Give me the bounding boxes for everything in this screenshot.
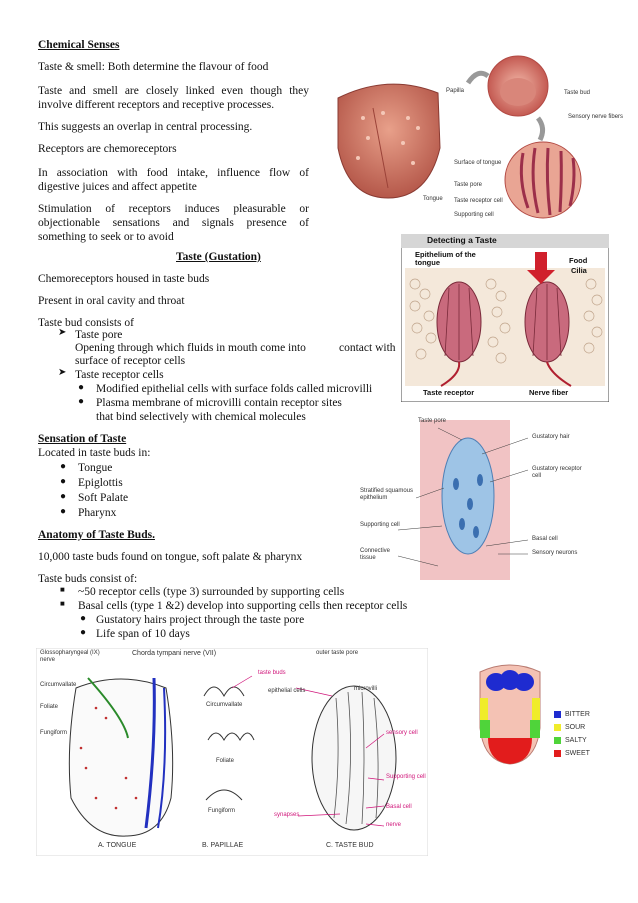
tongue-label: Tongue	[423, 196, 443, 202]
chemical-senses-heading: Chemical Senses	[38, 39, 120, 51]
legend-sour: SOUR	[565, 724, 586, 731]
legend-salty: SALTY	[565, 737, 587, 744]
dot-bullet-icon: ●	[60, 491, 67, 502]
taste-receptor-title: Taste receptor cells	[75, 369, 164, 381]
receptor-item1: Modified epithelial cells with surface folds called microvilli	[96, 383, 373, 395]
side-foliate-label: Foliate	[40, 704, 59, 710]
intro-p1: Taste & smell: Both determine the flavour of food	[38, 61, 269, 73]
taste-bud-figure	[358, 414, 598, 584]
synapses-label: synapses	[274, 812, 300, 818]
glossopharyngeal-label: Glossopharyngeal (IX) nerve	[40, 650, 100, 663]
gustatory-hair-label: Gustatory hair	[532, 434, 570, 440]
microvilli-label: microvilli	[354, 686, 377, 692]
caption-papillae: B. PAPILLAE	[202, 842, 244, 849]
side-fungiform-label: Fungiform	[40, 730, 68, 736]
intro-p5b: digestive juices and affect appetite	[38, 181, 197, 193]
detecting-taste-figure	[401, 234, 609, 402]
tongue-figure	[328, 48, 624, 230]
outer-taste-pore-label: outer taste pore	[316, 650, 359, 656]
sensation-item: Epiglottis	[78, 477, 123, 489]
dot-bullet-icon: ●	[80, 627, 87, 638]
taste-bud-label: Taste bud	[564, 90, 591, 96]
sensory-nerve-fibers-label: Sensory nerve fibers	[568, 114, 624, 120]
intro-p4: Receptors are chemoreceptors	[38, 143, 177, 155]
gustatory-receptor-cell-label: Gustatory receptor cell	[532, 466, 582, 479]
square-bullet-icon: ■	[60, 585, 65, 594]
food-label: Food	[569, 256, 588, 265]
anatomy-figure	[36, 648, 428, 856]
anatomy-sq1: ~50 receptor cells (type 3) surrounded by supporting cells	[78, 586, 345, 598]
taste-buds-anatomy-label: taste buds	[258, 670, 286, 676]
taste-pore-label: Taste pore	[454, 182, 483, 188]
arrow-bullet-icon: ➤	[58, 327, 67, 338]
dot-bullet-icon: ●	[80, 613, 87, 624]
square-bullet-icon: ■	[60, 599, 65, 608]
connective-tissue-label: Connective tissue	[360, 548, 391, 561]
sensory-neurons-label: Sensory neurons	[532, 550, 578, 556]
sensation-intro: Located in taste buds in:	[38, 447, 151, 459]
epithelium-label: Epithelium of the tongue	[415, 250, 476, 267]
anatomy-supporting-cell-label: Supporting cell	[386, 774, 426, 780]
side-circumvallate-label: Circumvallate	[40, 682, 77, 688]
anatomy-illustration	[36, 648, 428, 856]
papillae-fungiform-label: Fungiform	[208, 808, 236, 814]
anatomy-sq2: Basal cells (type 1 &2) develop into supporting cells then receptor cells	[78, 600, 408, 612]
dot-bullet-icon: ●	[78, 382, 85, 393]
gustation-heading: Taste (Gustation)	[176, 251, 261, 263]
anatomy-line1: 10,000 taste buds found on tongue, soft palate & pharynx	[38, 551, 303, 563]
taste-receptor-fig-label: Taste receptor	[423, 388, 475, 397]
bud-supporting-cell-label: Supporting cell	[360, 522, 400, 528]
intro-p3: This suggests an overlap in central processing.	[38, 121, 253, 133]
anatomy-basal-cell-label: Basal cell	[386, 804, 412, 810]
bud-taste-pore-label: Taste pore	[418, 418, 447, 424]
dot-bullet-icon: ●	[60, 506, 67, 517]
sensation-heading: Sensation of Taste	[38, 433, 127, 445]
intro-p2b: involve different receptors and receptive processes.	[38, 99, 275, 111]
receptor-item2: Plasma membrane of microvilli contain receptor sites	[96, 397, 342, 409]
anatomy-d2: Life span of 10 days	[96, 628, 190, 640]
gustation-line3: Taste bud consists of	[38, 317, 134, 329]
cilia-label: Cilia	[571, 266, 587, 275]
receptor-item2b: that bind selectively with chemical molecules	[96, 411, 306, 423]
papillae-circumvallate-label: Circumvallate	[206, 702, 243, 708]
papilla-label: Papilla	[446, 88, 465, 94]
nerve-label: nerve	[386, 822, 402, 828]
detecting-taste-title: Detecting a Taste	[427, 235, 497, 245]
intro-p5a: In association with food intake, influence flow of	[38, 167, 309, 179]
anatomy-d1: Gustatory hairs project through the taste pore	[96, 614, 305, 626]
gustation-line1: Chemoreceptors housed in taste buds	[38, 273, 210, 285]
taste-pore-desc-b: contact with	[339, 342, 396, 354]
stratified-epithelium-label: Stratified squamous epithelium	[360, 488, 414, 501]
intro-p6b: objectionable sensations and signals presence of	[38, 217, 309, 229]
dot-bullet-icon: ●	[60, 476, 67, 487]
legend-bitter: BITTER	[565, 711, 590, 718]
anatomy-consist: Taste buds consist of:	[38, 573, 138, 585]
nerve-fiber-label: Nerve fiber	[529, 388, 569, 397]
legend-sweet: SWEET	[565, 750, 590, 757]
chorda-tympani-label: Chorda tympani nerve (VII)	[132, 650, 217, 657]
caption-tongue: A. TONGUE	[98, 842, 137, 849]
papillae-foliate-label: Foliate	[216, 758, 235, 764]
taste-pore-desc-c: surface of receptor cells	[75, 355, 186, 367]
sensation-item: Pharynx	[78, 507, 117, 519]
gustation-line2: Present in oral cavity and throat	[38, 295, 185, 307]
surface-of-tongue-label: Surface of tongue	[454, 160, 502, 166]
taste-pore-title: Taste pore	[75, 329, 123, 341]
sensation-item: Tongue	[78, 462, 113, 474]
taste-map-figure	[474, 658, 610, 770]
taste-pore-desc-a: Opening through which fluids in mouth come into	[75, 342, 306, 354]
arrow-bullet-icon: ➤	[58, 367, 67, 378]
dot-bullet-icon: ●	[78, 396, 85, 407]
epithelial-cells-label: epithelial cells	[268, 688, 306, 694]
taste-receptor-cell-label: Taste receptor cell	[454, 198, 503, 204]
sensory-cell-label: sensory cell	[386, 730, 418, 736]
supporting-cell-label: Supporting cell	[454, 212, 494, 218]
intro-p6c: something to seek or to avoid	[38, 231, 174, 243]
intro-p6a: Stimulation of receptors induces pleasurable or	[38, 203, 309, 215]
caption-taste-bud: C. TASTE BUD	[326, 842, 374, 849]
anatomy-heading: Anatomy of Taste Buds.	[38, 529, 155, 541]
sensation-item: Soft Palate	[78, 492, 129, 504]
dot-bullet-icon: ●	[60, 461, 67, 472]
basal-cell-label: Basal cell	[532, 536, 558, 542]
intro-p2a: Taste and smell are closely linked even though they	[38, 85, 309, 97]
